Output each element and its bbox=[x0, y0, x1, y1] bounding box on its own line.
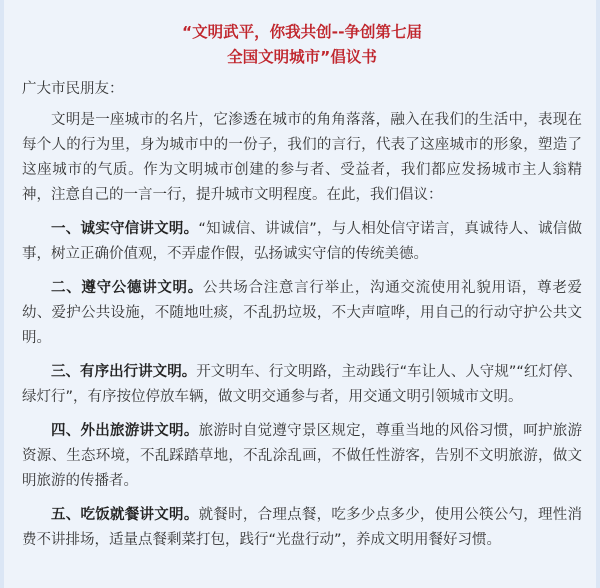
intro-paragraph: 文明是一座城市的名片，它渗透在城市的角角落落，融入在我们的生活中，表现在每个人的行为里，身为城市中的一份子，我们的言行，代表了这座城市的形象，塑造了这座城市的气质。作为文明城市创建的参与者、受益者，我们都应发扬城市主人翁精神，注意自己的一言一行，提升城市文明程度。在此，我们倡议： bbox=[22, 112, 582, 203]
proposal-text: 就餐时，合理点餐，吃多少点多少，使用公筷公勺，理性消费不讲排场，适量点餐剩菜打包，践行“光盘行动”，养成文明用餐好习惯。 bbox=[22, 507, 583, 548]
proposal-item-2 bbox=[22, 276, 582, 351]
proposal-item-4 bbox=[22, 419, 582, 494]
title-line-2: 全国文明城市”倡议书 bbox=[227, 48, 377, 66]
proposal-heading: 二、遵守公德讲文明。 bbox=[51, 280, 203, 296]
proposal-text: 开文明车、行文明路，主动践行“车让人、人守规”“红灯停、绿灯行”，有序按位停放车辆，做文明交通参与者，用交通文明引领城市文明。 bbox=[22, 364, 582, 405]
proposal-text: “知诚信、讲诚信”，与人相处信守诺言，真诚待人、诚信做事，树立正确价值观，不弄虚作假，弘扬诚实守信的传统美德。 bbox=[22, 221, 582, 262]
proposal-item-3 bbox=[22, 360, 582, 410]
proposal-heading: 一、诚实守信讲文明。 bbox=[51, 221, 199, 237]
proposal-item-5 bbox=[22, 503, 582, 553]
title-line-1: “文明武平，你我共创--争创第七届 bbox=[181, 23, 423, 41]
proposal-heading: 四、外出旅游讲文明。 bbox=[51, 423, 199, 439]
article-title bbox=[22, 20, 582, 70]
proposal-heading: 三、有序出行讲文明。 bbox=[51, 364, 197, 380]
proposal-heading: 五、吃饭就餐讲文明。 bbox=[51, 507, 199, 523]
proposal-text: 公共场合注意言行举止，沟通交流使用礼貌用语，尊老爱幼、爱护公共设施，不随地吐痰，不乱扔垃圾，不大声喧哗，用自己的行动守护公共文明。 bbox=[22, 280, 583, 346]
proposal-text: 旅游时自觉遵守景区规定，尊重当地的风俗习惯，呵护旅游资源、生态环境，不乱踩踏草地，不乱涂乱画，不做任性游客，告别不文明旅游，做文明旅游的传播者。 bbox=[22, 423, 583, 489]
proposal-item-1 bbox=[22, 217, 582, 267]
salutation: 广大市民朋友： bbox=[22, 81, 124, 97]
